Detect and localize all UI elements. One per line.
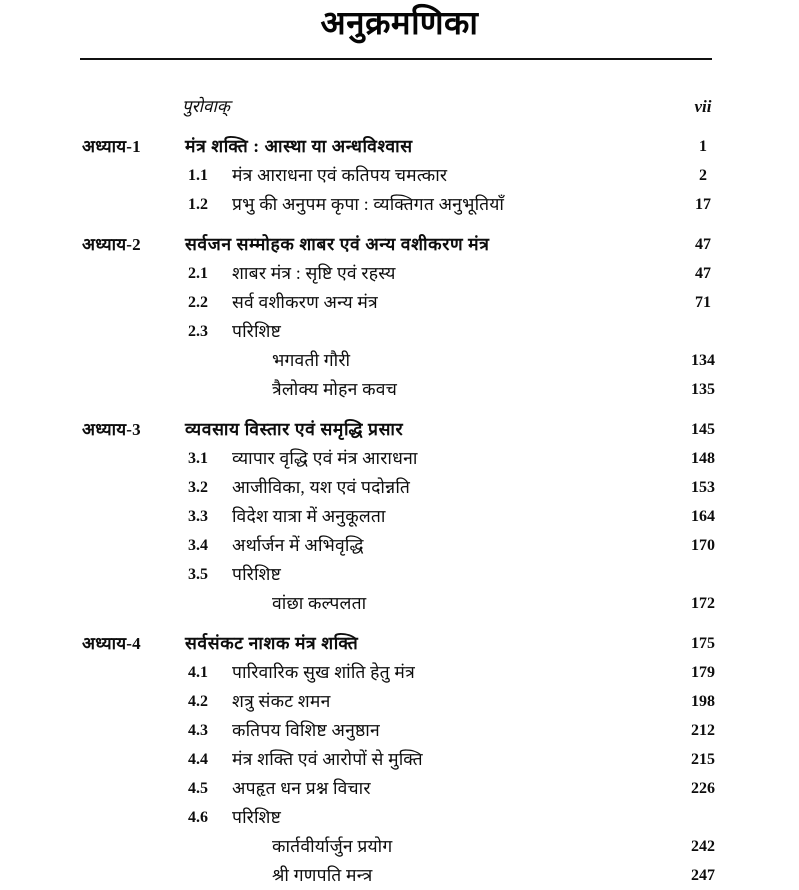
toc-entry[interactable] xyxy=(0,589,799,618)
toc-entry[interactable] xyxy=(0,444,799,473)
toc-entry[interactable] xyxy=(0,687,799,716)
toc-page-number: 172 xyxy=(691,595,715,612)
toc-entry[interactable] xyxy=(0,346,799,375)
toc-entry-title[interactable]: कार्तवीर्यार्जुन प्रयोग xyxy=(272,836,393,856)
toc-entry-title[interactable]: वांछा कल्पलता xyxy=(272,593,367,613)
toc-entry-title[interactable]: व्यवसाय विस्तार एवं समृद्धि प्रसार xyxy=(185,419,404,439)
toc-page-number: 198 xyxy=(691,693,715,710)
toc-page-number: 17 xyxy=(695,196,711,213)
toc-entry-title[interactable]: श्री गणपति मन्त्र xyxy=(272,865,373,885)
toc-section-number: 4.6 xyxy=(188,809,208,826)
toc-entry-title[interactable]: परिशिष्ट xyxy=(232,564,282,584)
toc-chapter-label: अध्याय-4 xyxy=(82,634,141,653)
toc-entry-title[interactable]: भगवती गौरी xyxy=(272,350,351,370)
toc-section-number: 3.5 xyxy=(188,566,208,583)
toc-section-number: 3.1 xyxy=(188,450,208,467)
toc-section-number: 4.1 xyxy=(188,664,208,681)
toc-entry[interactable] xyxy=(0,161,799,190)
toc-page-number: 153 xyxy=(691,479,715,496)
toc-entry-title[interactable]: मंत्र शक्ति एवं आरोपों से मुक्ति xyxy=(232,749,423,769)
toc-entry[interactable] xyxy=(0,716,799,745)
toc-section-number: 4.3 xyxy=(188,722,208,739)
toc-entry-title[interactable]: सर्वजन सम्मोहक शाबर एवं अन्य वशीकरण मंत्र xyxy=(185,234,490,254)
toc-entry-title[interactable]: पारिवारिक सुख शांति हेतु मंत्र xyxy=(232,662,415,682)
toc-section-number: 2.2 xyxy=(188,294,208,311)
toc-entry-title[interactable]: सर्वसंकट नाशक मंत्र शक्ति xyxy=(185,633,359,653)
toc-section-number: 4.4 xyxy=(188,751,208,768)
toc-entry-title[interactable]: सर्व वशीकरण अन्य मंत्र xyxy=(232,292,378,312)
toc-entry-title[interactable]: परिशिष्ट xyxy=(232,807,282,827)
toc-entry[interactable] xyxy=(0,502,799,531)
toc-section-number: 3.3 xyxy=(188,508,208,525)
table-of-contents xyxy=(0,92,799,890)
toc-page-number: 179 xyxy=(691,664,715,681)
toc-entry-title[interactable]: शत्रु संकट शमन xyxy=(232,691,331,711)
toc-entry[interactable] xyxy=(0,415,799,444)
toc-page-number: 135 xyxy=(691,381,715,398)
page-title: अनुक्रमणिका xyxy=(320,6,479,42)
toc-entry[interactable] xyxy=(0,92,799,121)
toc-section-number: 2.3 xyxy=(188,323,208,340)
toc-chapter-label: अध्याय-1 xyxy=(82,137,141,156)
toc-entry-title[interactable]: व्यापार वृद्धि एवं मंत्र आराधना xyxy=(232,448,418,468)
toc-entry-title[interactable]: कतिपय विशिष्ट अनुष्ठान xyxy=(232,720,380,740)
toc-section-number: 3.2 xyxy=(188,479,208,496)
toc-entry-title[interactable]: मंत्र शक्ति : आस्था या अन्धविश्वास xyxy=(185,136,413,156)
toc-entry-title[interactable]: आजीविका, यश एवं पदोन्नति xyxy=(232,477,411,497)
toc-entry[interactable] xyxy=(0,190,799,219)
toc-page-number: 134 xyxy=(691,352,715,369)
toc-page-number: 164 xyxy=(691,508,715,525)
toc-entry-title[interactable]: अपहृत धन प्रश्न विचार xyxy=(232,778,371,798)
toc-page-number: 170 xyxy=(691,537,715,554)
toc-page-number: 148 xyxy=(691,450,715,467)
toc-entry[interactable] xyxy=(0,317,799,346)
toc-section-number: 4.2 xyxy=(188,693,208,710)
toc-section-number: 4.5 xyxy=(188,780,208,797)
toc-page-number: 242 xyxy=(691,838,715,855)
toc-entry-title[interactable]: प्रभु की अनुपम कृपा : व्यक्तिगत अनुभूतियाँ xyxy=(232,194,505,214)
toc-page-number: 247 xyxy=(691,867,715,884)
toc-chapter-label: अध्याय-3 xyxy=(82,420,141,439)
toc-page-number: 47 xyxy=(695,236,711,253)
toc-page-number: 226 xyxy=(691,780,715,797)
toc-page-number: 47 xyxy=(695,265,711,282)
toc-entry-title[interactable]: विदेश यात्रा में अनुकूलता xyxy=(232,506,386,526)
toc-entry[interactable] xyxy=(0,259,799,288)
toc-entry-title[interactable]: पुरोवाक् xyxy=(182,97,230,116)
toc-entry[interactable] xyxy=(0,560,799,589)
toc-page-number: vii xyxy=(694,97,712,116)
toc-page-number: 1 xyxy=(699,138,707,155)
toc-section-number: 1.2 xyxy=(188,196,208,213)
toc-entry-title[interactable]: त्रैलोक्य मोहन कवच xyxy=(272,379,398,399)
toc-page-number: 215 xyxy=(691,751,715,768)
toc-section-number: 2.1 xyxy=(188,265,208,282)
toc-entry[interactable] xyxy=(0,861,799,890)
toc-chapter-label: अध्याय-2 xyxy=(82,235,141,254)
toc-entry[interactable] xyxy=(0,629,799,658)
toc-entry[interactable] xyxy=(0,473,799,502)
toc-entry-title[interactable]: मंत्र आराधना एवं कतिपय चमत्कार xyxy=(232,165,448,185)
toc-entry[interactable] xyxy=(0,745,799,774)
toc-entry[interactable] xyxy=(0,774,799,803)
toc-entry[interactable] xyxy=(0,230,799,259)
toc-page-number: 212 xyxy=(691,722,715,739)
toc-page-number: 145 xyxy=(691,421,715,438)
toc-entry[interactable] xyxy=(0,531,799,560)
toc-entry[interactable] xyxy=(0,375,799,404)
toc-entry[interactable] xyxy=(0,803,799,832)
title-divider xyxy=(80,58,712,60)
toc-section-number: 1.1 xyxy=(188,167,208,184)
toc-entry-title[interactable]: अर्थार्जन में अभिवृद्धि xyxy=(232,535,364,555)
toc-entry[interactable] xyxy=(0,132,799,161)
toc-entry[interactable] xyxy=(0,832,799,861)
toc-page-number: 175 xyxy=(691,635,715,652)
toc-entry[interactable] xyxy=(0,288,799,317)
toc-page-number: 2 xyxy=(699,167,707,184)
toc-entry-title[interactable]: परिशिष्ट xyxy=(232,321,282,341)
toc-section-number: 3.4 xyxy=(188,537,208,554)
toc-entry[interactable] xyxy=(0,658,799,687)
toc-page-number: 71 xyxy=(695,294,711,311)
toc-entry-title[interactable]: शाबर मंत्र : सृष्टि एवं रहस्य xyxy=(232,263,396,283)
